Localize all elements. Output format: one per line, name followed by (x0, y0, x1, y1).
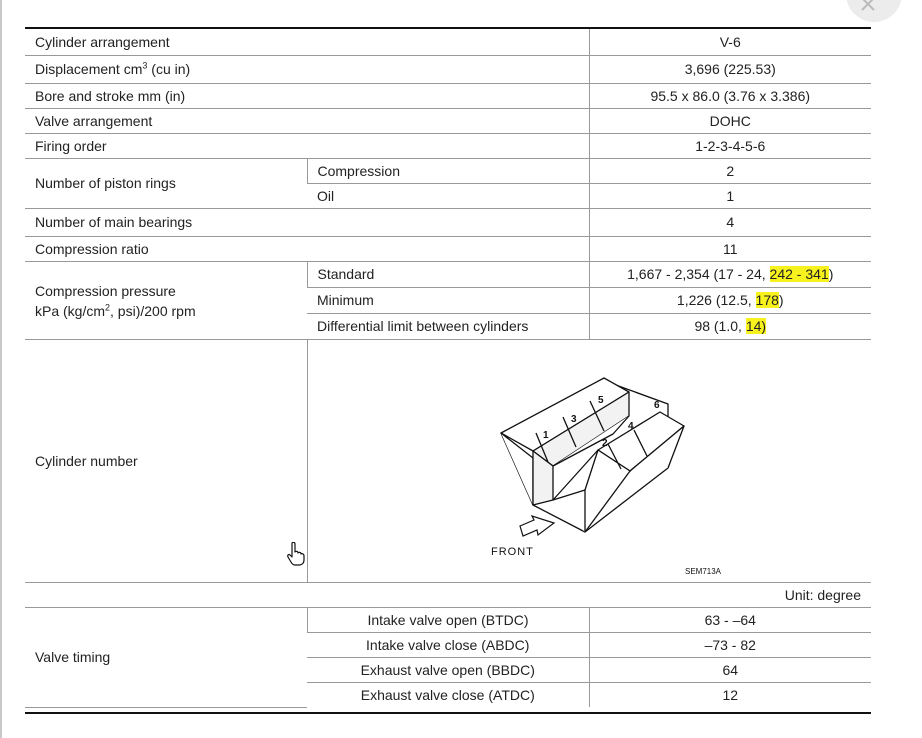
cell-value: 3,696 (225.53) (589, 56, 871, 84)
cell-value: 64 (589, 658, 871, 683)
cell-label: Displacement $cm^3$ (cu in) (25, 56, 589, 84)
front-arrow-icon (520, 516, 554, 536)
cylinder-number-label: 4 (627, 421, 634, 432)
cell-value: V-6 (589, 29, 871, 56)
unit-label: Unit: degree (25, 583, 871, 608)
cell-sublabel: Differential limit between cylinders (307, 314, 589, 340)
cell-value: 12 (589, 683, 871, 708)
cell-sublabel: Intake valve open (BTDC) (307, 608, 589, 633)
cell-label: Bore and stroke mm (in) (25, 84, 589, 109)
highlight: 178 (755, 292, 779, 308)
cylinder-number-label: 1 (542, 430, 549, 441)
close-icon (860, 0, 890, 16)
hand-pointer-icon (287, 542, 305, 569)
cell-value: 1,226 (12.5, 178) (589, 288, 871, 314)
cell-label: Compression pressure kPa ($kg/cm^2$, psi)/200 rpm (25, 262, 307, 340)
cell-value: 98 (1.0, 14) (589, 314, 871, 340)
cell-value: 1 (589, 184, 871, 209)
cell-sublabel: Oil (307, 184, 589, 209)
cell-label: Cylinder arrangement (25, 29, 589, 56)
cell-value: DOHC (589, 109, 871, 134)
cylinder-number-label: 6 (653, 400, 660, 411)
cell-value: 4 (589, 209, 871, 237)
spec-table (25, 29, 871, 708)
cell-value: 95.5 x 86.0 (3.76 x 3.386) (589, 84, 871, 109)
window-left-border (0, 0, 2, 738)
cell-sublabel: Standard (307, 262, 589, 288)
cell-value: 11 (589, 237, 871, 262)
cell-value: 1-2-3-4-5-6 (589, 134, 871, 159)
table-bottom-rule (25, 712, 871, 714)
front-label: FRONT (490, 546, 534, 558)
cell-value: 63 - –64 (589, 608, 871, 633)
cell-value: 2 (589, 159, 871, 184)
cell-sublabel: Minimum (307, 288, 589, 314)
cell-value: 1,667 - 2,354 (17 - 24, 242 - 341) (589, 262, 871, 288)
cell-label: Compression ratio (25, 237, 589, 262)
cell-sublabel: Compression (307, 159, 589, 184)
corner-close-button[interactable] (846, 0, 902, 22)
cell-label: Valve timing (25, 608, 307, 708)
cell-label: Cylinder number (25, 340, 307, 583)
cell-label: Firing order (25, 134, 589, 159)
highlight: 242 - 341 (769, 266, 829, 282)
cell-sublabel: Intake valve close (ABDC) (307, 633, 589, 658)
cylinder-number-label: 5 (597, 395, 604, 406)
cylinder-figure-cell (307, 340, 871, 583)
figure-code: SEM713A (684, 567, 721, 576)
cylinder-diagram (308, 340, 872, 582)
cell-label: Number of piston rings (25, 159, 307, 209)
cell-label: Valve arrangement (25, 109, 589, 134)
cylinder-number-label: 3 (570, 414, 577, 425)
highlight: 14) (745, 318, 767, 334)
cell-label: Number of main bearings (25, 209, 589, 237)
cylinder-number-label: 2 (601, 438, 608, 449)
cell-sublabel: Exhaust valve close (ATDC) (360, 686, 535, 703)
cell-value: –73 - 82 (589, 633, 871, 658)
cell-sublabel: Exhaust valve open (BBDC) (307, 658, 589, 683)
